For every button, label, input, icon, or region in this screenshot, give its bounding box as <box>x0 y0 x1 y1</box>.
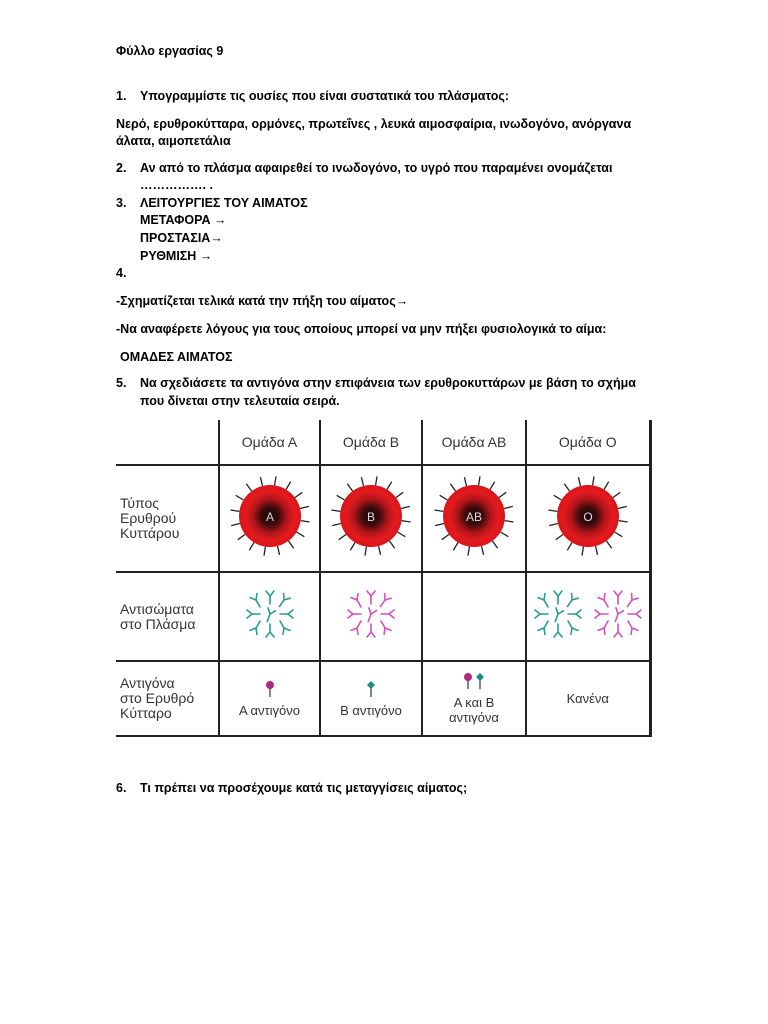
q3-title: ΛΕΙΤΟΥΡΓΙΕΣ ΤΟΥ ΑΙΜΑΤΟΣ <box>140 196 308 210</box>
red-cell-b-illustration <box>326 471 416 561</box>
anti-a-antibodies-icon <box>336 584 406 644</box>
q2-number: 2. <box>116 161 127 175</box>
antigen-o-label: Κανένα <box>566 691 609 706</box>
antigen-ab-label-line1: Α και Β <box>453 695 495 710</box>
cell-group-a <box>219 465 320 572</box>
header-group-ab: Ομάδα ΑΒ <box>422 420 526 465</box>
cell-b-letter: B <box>366 510 376 524</box>
antigen-ab-label-line2: αντιγόνα <box>449 710 499 725</box>
q6-number: 6. <box>116 781 127 795</box>
row-label-antibodies: Αντισώματα στο Πλάσμα <box>116 572 219 661</box>
antigen-a-and-b-icon <box>459 672 489 690</box>
q2-blank: ……………. . <box>140 178 213 192</box>
cell-ab-letter: AB <box>465 510 483 524</box>
cell-group-o <box>526 465 650 572</box>
anti-a-antibodies-icon <box>590 584 646 644</box>
antigen-a-icon <box>260 680 280 698</box>
q3-number: 3. <box>116 196 127 210</box>
cell-group-b <box>320 465 422 572</box>
antigen-b-icon <box>361 680 381 698</box>
cell-a-letter: A <box>265 510 274 524</box>
header-group-a: Ομάδα Α <box>219 420 320 465</box>
header-group-b: Ομάδα Β <box>320 420 422 465</box>
antigen-b-label: Β αντιγόνο <box>340 702 402 718</box>
cell-o-letter: O <box>583 510 593 524</box>
row-label-cell-type: Τύπος Ερυθρού Κυττάρου <box>116 465 219 572</box>
header-group-o: Ομάδα Ο <box>526 420 650 465</box>
q3-item-protection: ΠΡΟΣΤΑΣΙΑ→ <box>140 231 223 245</box>
q4-number: 4. <box>116 266 127 280</box>
q3-item-regulation: ΡΥΘΜΙΣΗ → <box>140 249 213 263</box>
q4-line1: -Σχηματίζεται τελικά κατά την πήξη του αίματος→ <box>116 294 409 308</box>
antigen-group-b <box>320 661 422 736</box>
blood-groups-heading: ΟΜΑΔΕΣ ΑΙΜΑΤΟΣ <box>120 350 233 364</box>
q5-line1: Να σχεδιάσετε τα αντιγόνα στην επιφάνεια των ερυθροκυττάρων με βάση το σχήμα <box>140 376 636 390</box>
table-corner-cell <box>116 420 219 465</box>
red-cell-ab-illustration <box>429 471 519 561</box>
row-label-antigens: Αντιγόνα στο Ερυθρό Κύτταρο <box>116 661 219 736</box>
blood-groups-table <box>116 420 652 737</box>
antigen-group-a <box>219 661 320 736</box>
antibodies-group-o <box>526 572 650 661</box>
q5-line2: που δίνεται στην τελευταία σειρά. <box>140 394 340 408</box>
antigen-group-o <box>526 661 650 736</box>
q4-line2: -Να αναφέρετε λόγους για τους οποίους μπορεί να μην πήξει φυσιολογικά το αίμα: <box>116 322 607 336</box>
q5-number: 5. <box>116 376 127 390</box>
antibodies-group-b <box>320 572 422 661</box>
antigen-a-label: Α αντιγόνο <box>238 702 301 718</box>
q2-text: Αν από το πλάσμα αφαιρεθεί το ινωδογόνο, το υγρό που παραμένει ονομάζεται <box>140 161 613 175</box>
antibodies-group-a <box>219 572 320 661</box>
red-cell-a-illustration <box>225 471 315 561</box>
red-cell-o-illustration <box>543 471 633 561</box>
cell-group-ab <box>422 465 526 572</box>
q3-item-transport: ΜΕΤΑΦΟΡΑ → <box>140 213 227 227</box>
q6-text: Τι πρέπει να προσέχουμε κατά τις μεταγγίσεις αίματος; <box>140 781 468 795</box>
q1-text: Υπογραμμίστε τις ουσίες που είναι συστατικά του πλάσματος: <box>140 89 510 103</box>
anti-b-antibodies-icon <box>530 584 586 644</box>
q1-options-line1: Νερό, ερυθροκύτταρα, ορμόνες, πρωτεΐνες , λευκά αιμοσφαίρια, ινωδογόνο, ανόργανα <box>116 117 632 131</box>
antibodies-group-ab <box>422 572 526 661</box>
q1-options-line2: άλατα, αιμοπετάλια <box>116 134 231 148</box>
worksheet-title: Φύλλο εργασίας 9 <box>116 44 224 58</box>
anti-b-antibodies-icon <box>235 584 305 644</box>
antigen-group-ab <box>422 661 526 736</box>
q1-number: 1. <box>116 89 127 103</box>
